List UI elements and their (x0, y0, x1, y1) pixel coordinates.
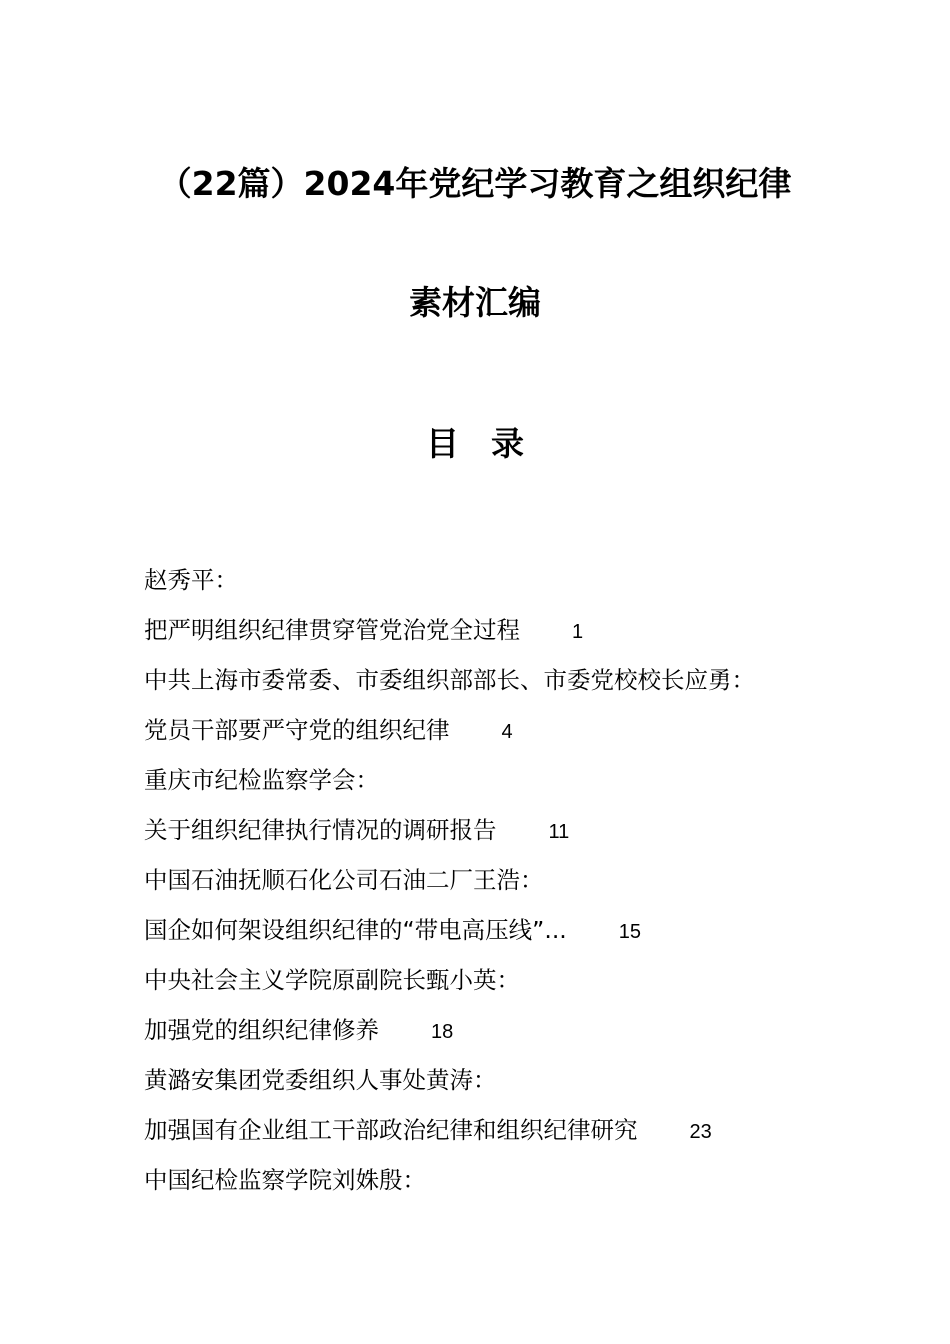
toc-author: 中共上海市委常委、市委组织部部长、市委党校校长应勇： (144, 666, 755, 694)
toc-page-number: 15 (618, 921, 642, 943)
toc-title-line[interactable] (144, 1113, 844, 1163)
toc-author: 重庆市纪检监察学会： (144, 766, 379, 794)
toc-title-line[interactable] (144, 613, 844, 663)
toc-page-number: 23 (689, 1121, 712, 1143)
table-of-contents (144, 563, 844, 1213)
toc-author: 中央社会主义学院原副院长甄小英： (144, 966, 520, 994)
toc-title-line[interactable] (144, 813, 844, 863)
toc-page-number: 18 (431, 1021, 454, 1043)
toc-title-line[interactable] (144, 713, 844, 763)
toc-entry-title: 把严明组织纪律贯穿管党治党全过程 (144, 616, 520, 644)
toc-author-line (144, 563, 844, 613)
toc-entry-title: 加强国有企业组工干部政治纪律和组织纪律研究 (144, 1116, 638, 1144)
toc-author: 赵秀平： (144, 566, 238, 594)
toc-page-number: 1 (572, 621, 584, 643)
toc-entry-title: 国企如何架设组织纪律的“带电高压线”... (144, 916, 567, 944)
toc-author-line (144, 1063, 844, 1113)
toc-author: 黄潞安集团党委组织人事处黄涛： (144, 1066, 497, 1094)
toc-author: 中国石油抚顺石化公司石油二厂王浩： (144, 866, 544, 894)
toc-author-line (144, 763, 844, 813)
toc-heading: 目录 (426, 424, 556, 463)
toc-author-line (144, 1163, 844, 1213)
toc-page-number: 4 (501, 721, 513, 743)
toc-entry-title: 党员干部要严守党的组织纪律 (144, 716, 450, 744)
document-title-line-2: 素材汇编 (409, 283, 541, 322)
toc-entry-title: 关于组织纪律执行情况的调研报告 (144, 816, 497, 844)
toc-page-number: 11 (548, 821, 570, 843)
toc-author: 中国纪检监察学院刘姝殷： (144, 1166, 426, 1194)
toc-title-line[interactable] (144, 1013, 844, 1063)
toc-entry-title: 加强党的组织纪律修养 (144, 1016, 379, 1044)
toc-title-line[interactable] (144, 913, 844, 963)
document-title-line-1: （22篇）2024年党纪学习教育之组织纪律 (158, 164, 792, 203)
toc-author-line (144, 663, 844, 713)
toc-author-line (144, 863, 844, 913)
toc-author-line (144, 963, 844, 1013)
